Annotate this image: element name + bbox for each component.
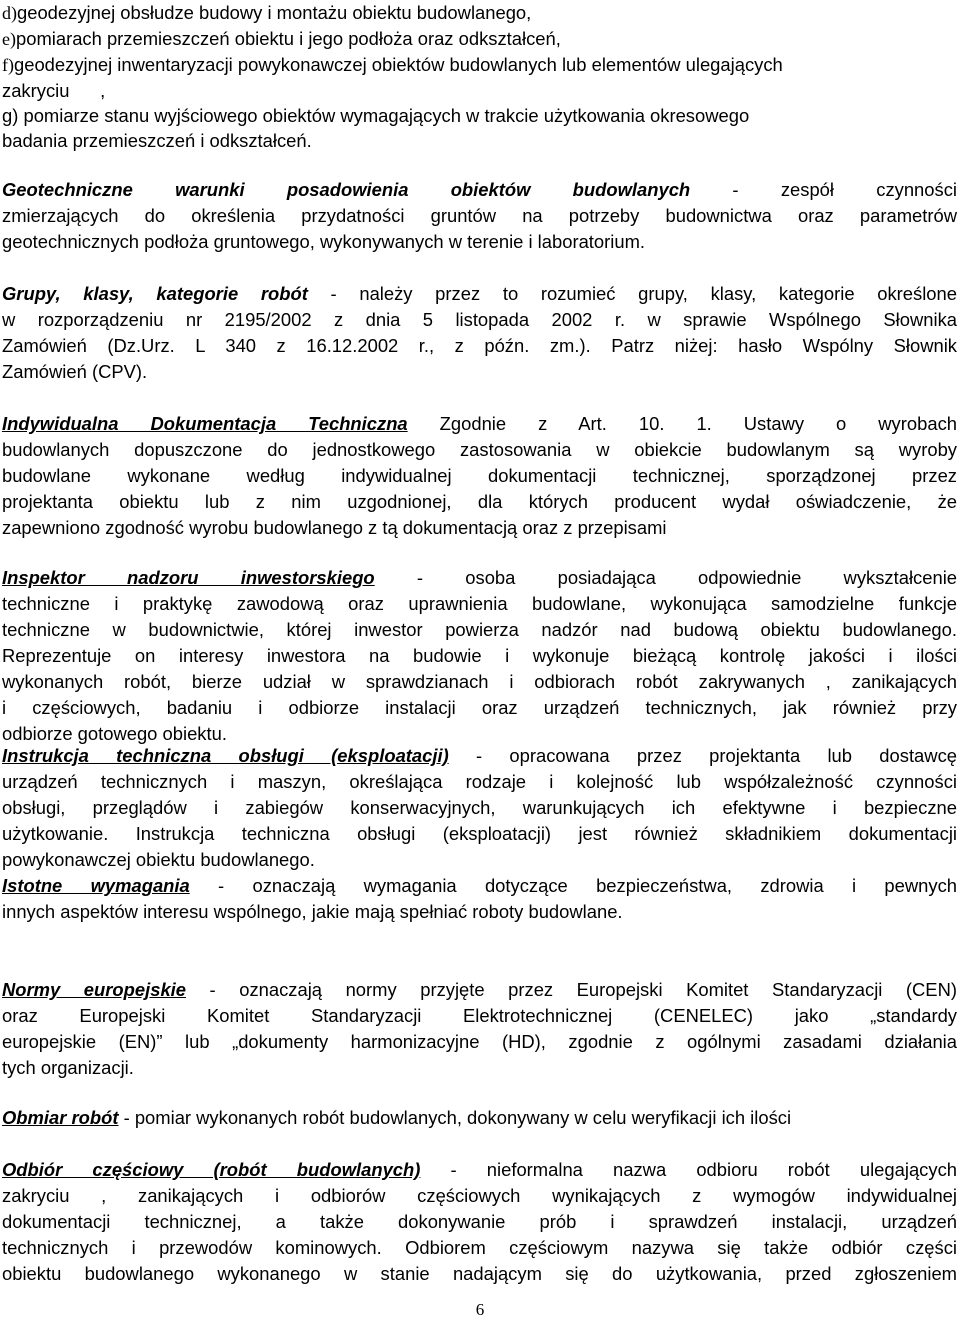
definition-text: technicznych i przewodów kominowych. Odbiorem częściowym nazywa się także odbiór części [2,1237,957,1258]
definition-text: powykonawczej obiektu budowlanego. [2,849,315,870]
definition-text: techniczne w budownictwie, której inwestor powierza nadzór nad budową obiektu budowlanego. [2,619,957,640]
definition-text: zapewniono zgodność wyrobu budowlanego z tą dokumentacją oraz z przepisami [2,517,667,538]
definition-text: - zespół czynności [690,179,957,200]
definition-text: oraz Europejski Komitet Standaryzacji Elektrotechnicznej (CENELEC) jako „standardy [2,1005,957,1026]
definition-text: Zamówień (CPV). [2,361,148,382]
definition-text: projektanta obiektu lub z nim uzgodnionej, dla których producent wydał oświadczenie, że [2,491,957,512]
list-item-text: zakryciu , [2,80,106,101]
definition-text: innych aspektów interesu wspólnego, jakie mają spełniać roboty budowlane. [2,901,623,922]
definition-text: odbiorze gotowego obiektu. [2,723,227,744]
definition-term: Grupy, klasy, kategorie robót [2,283,308,304]
definition-text: budowlane wykonane według indywidualnej dokumentacji technicznej, sporządzonej przez [2,465,957,486]
list-marker: f) [2,55,14,75]
definition-text: Reprezentuje on interesy inwestora na budowie i wykonuje bieżącą kontrolę jakości i ilości [2,645,957,666]
definition-term: Odbiór częściowy (robót budowlanych) [2,1159,421,1180]
list-item-text: geodezyjnej inwentaryzacji powykonawczej obiektów budowlanych lub elementów ulegających [14,54,783,75]
definition-instrukcja-techniczna [2,743,957,873]
definition-normy-europejskie [2,977,957,1081]
definition-text: w rozporządzeniu nr 2195/2002 z dnia 5 listopada 2002 r. w sprawie Wspólnego Słownika [2,309,957,330]
definition-text: wykonanych robót, bierze udział w sprawdzianach i odbiorach robót zakrywanych , zanikających [2,671,957,692]
definition-text: - opracowana przez projektanta lub dostawcę [448,745,957,766]
definition-indywidualna-dokumentacja [2,411,957,541]
page-number: 6 [475,1300,485,1319]
definition-term: Inspektor nadzoru inwestorskiego [2,567,375,588]
definition-text: techniczne i praktykę zawodową oraz uprawnienia budowlane, wykonująca samodzielne funkcje [2,593,957,614]
definition-obmiar-robot [2,1105,957,1131]
enumerated-list [2,0,958,153]
definition-grupy-klasy-kategorie [2,281,957,385]
definition-text: urządzeń technicznych i maszyn, określająca rodzaje i kolejność lub współzależność czynności [2,771,957,792]
list-item-text: pomiarach przemieszczeń obiektu i jego podłoża oraz odkształceń, [15,28,561,49]
list-item-text: geodezyjnej obsłudze budowy i montażu obiektu budowlanego, [17,2,532,23]
definition-inspektor-nadzoru [2,565,957,747]
definition-text: - pomiar wykonanych robót budowlanych, dokonywany w celu weryfikacji ich ilości [118,1107,792,1128]
definition-text: - oznaczają normy przyjęte przez Europejski Komitet Standaryzacji (CEN) [186,979,957,1000]
definition-term: Obmiar robót [2,1107,119,1128]
definition-text: obiektu budowlanego wykonanego w stanie nadającym się do użytkowania, przed zgłoszeniem [2,1263,957,1284]
list-item-continuation [2,78,958,103]
definition-term: Instrukcja techniczna obsługi (eksploatacji) [2,745,449,766]
definition-text: europejskie (EN)” lub „dokumenty harmonizacyjne (HD), zgodnie z ogólnymi zasadami działania [2,1031,957,1052]
definition-text: zakryciu , zanikających i odbiorów częściowych wynikających z wymogów indywidualnej [2,1185,957,1206]
definition-text: użytkowanie. Instrukcja techniczna obsługi (eksploatacji) jest również składnikiem dokumentacji [2,823,957,844]
definition-text: - osoba posiadająca odpowiednie wykształcenie [374,567,958,588]
definition-text: - oznaczają wymagania dotyczące bezpieczeństwa, zdrowia i pewnych [189,875,958,896]
definition-odbior-czesciowy [2,1157,957,1287]
definition-text: i częściowych, badaniu i odbiorze instalacji oraz urządzeń technicznych, jak również przy [2,697,957,718]
list-marker: d) [2,3,17,23]
list-item [2,52,958,78]
list-item-text: g) pomiarze stanu wyjściowego obiektów wymagających w trakcie użytkowania okresowego [2,105,750,126]
definition-text: Zgodnie z Art. 10. 1. Ustawy o wyrobach [407,413,957,434]
definition-term: Geotechniczne warunki posadowienia obiektów budowlanych [2,179,691,200]
definition-text: geotechnicznych podłoża gruntowego, wykonywanych w terenie i laboratorium. [2,231,646,252]
definition-geotechniczne-warunki [2,177,957,255]
definition-text: - nieformalna nazwa odbioru robót ulegających [420,1159,957,1180]
definition-term: Istotne wymagania [2,875,190,896]
definition-text: zmierzających do określenia przydatności gruntów na potrzeby budownictwa oraz parametrów [2,205,957,226]
definition-text: obsługi, przeglądów i zabiegów konserwacyjnych, warunkujących ich efektywne i bezpieczne [2,797,957,818]
list-item-text: badania przemieszczeń i odkształceń. [2,130,312,151]
definition-text: dokumentacji technicznej, a także dokonywanie prób i sprawdzeń instalacji, urządzeń [2,1211,957,1232]
list-item-continuation [2,128,958,153]
definition-text: Zamówień (Dz.Urz. L 340 z 16.12.2002 r., z późn. zm.). Patrz niżej: hasło Wspólny Słownik [2,335,957,356]
list-item [2,103,958,128]
definition-term: Normy europejskie [2,979,187,1000]
list-item [2,26,958,52]
definition-text: - należy przez to rozumieć grupy, klasy, kategorie określone [307,283,957,304]
list-marker: e) [2,29,16,49]
definition-term: Indywidualna Dokumentacja Techniczna [2,413,408,434]
list-item [2,0,958,26]
definition-text: tych organizacji. [2,1057,134,1078]
definition-istotne-wymagania [2,873,957,925]
definition-text: budowlanych dopuszczone do jednostkowego zastosowania w obiekcie budowlanym są wyroby [2,439,957,460]
